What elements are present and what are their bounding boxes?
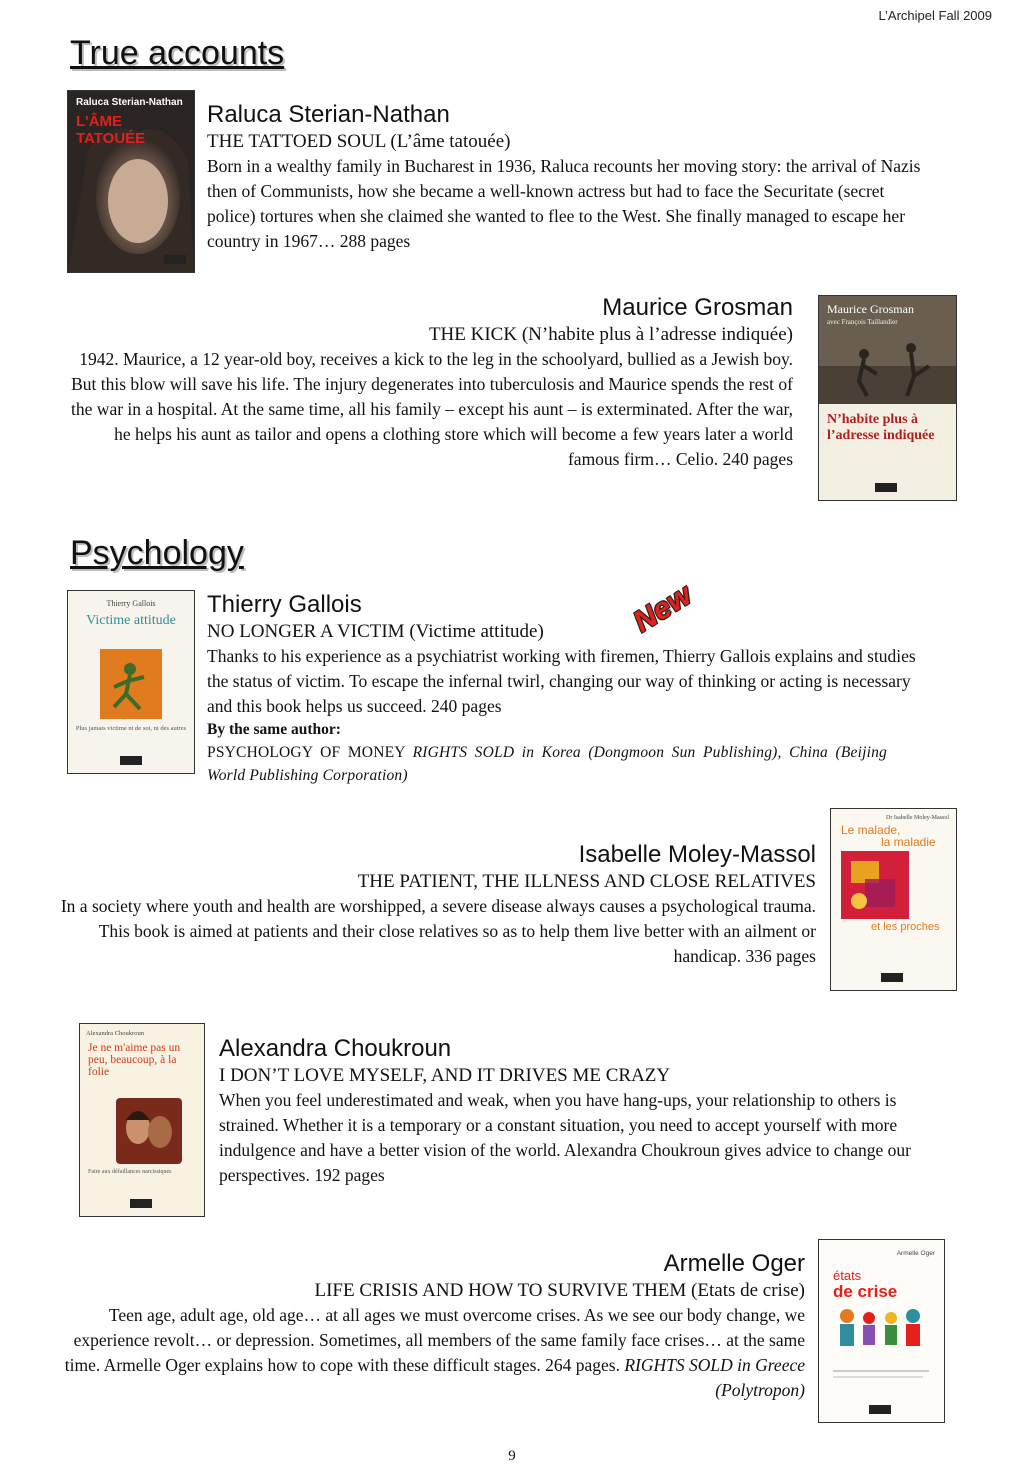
cover-author-maurice: Maurice Grosman xyxy=(827,302,914,316)
cover-author-isabelle: Dr Isabelle Moley-Massol xyxy=(886,815,949,821)
same-author-title: PSYCHOLOGY OF MONEY xyxy=(207,744,406,761)
publisher-logo xyxy=(120,756,142,765)
book-description: In a society where youth and health are worshipped, a severe disease always causes a psychological trauma. This book is aimed at patients and their close relatives so as to help them live better with an ailment or handicap. 336 pages xyxy=(60,896,816,966)
author-name: Thierry Gallois xyxy=(207,591,362,618)
author-name: Isabelle Moley-Massol xyxy=(578,841,816,868)
entry-maurice xyxy=(60,293,793,472)
entry-raluca xyxy=(207,100,937,254)
cover-title-isabelle-3: et les proches xyxy=(871,921,940,933)
book-title: LIFE CRISIS AND HOW TO SURVIVE THEM (Etats de crise) xyxy=(314,1280,805,1301)
entry-thierry xyxy=(207,590,927,787)
book-description-text: Teen age, adult age, old age… at all ages we must overcome crises. As we see our body change, we experience revolt… or depression. Sometimes, all members of the same family face crises… at the same time. Armelle Oger explains how to cope with these difficult stages. 264 pages. xyxy=(64,1305,805,1375)
cover-author-raluca: Raluca Sterian-Nathan xyxy=(76,97,183,108)
family-figures-icon xyxy=(835,1306,925,1358)
book-cover-thierry xyxy=(67,590,195,774)
book-cover-maurice xyxy=(818,295,957,501)
entry-armelle xyxy=(60,1249,805,1403)
cover-title-armelle-1: états xyxy=(833,1268,862,1283)
cover-illustration-isabelle xyxy=(841,851,909,919)
cover-title-maurice: N’habite plus à l’adresse indiquée xyxy=(827,412,935,443)
cover-author-thierry: Thierry Gallois xyxy=(106,599,156,608)
publisher-logo xyxy=(164,255,186,264)
abstract-shapes-icon xyxy=(841,851,909,919)
book-cover-isabelle xyxy=(830,808,957,991)
book-description: Born in a wealthy family in Bucharest in 1936, Raluca recounts her moving story: the arrival of Nazis then of Communists, how she became a well-known actress but had to face the Securitate (secret police) tortures when she claimed she wanted to flee to the West. She finally managed to escape her country in 1967… 288 pages xyxy=(207,156,921,251)
cover-sub-maurice: avec François Taillandier xyxy=(827,318,898,326)
author-name: Alexandra Choukroun xyxy=(219,1035,452,1062)
book-title: THE KICK (N’habite plus à l’adresse indiquée) xyxy=(428,324,793,345)
book-title: I DON’T LOVE MYSELF, AND IT DRIVES ME CRAZY xyxy=(219,1065,671,1086)
book-title: THE PATIENT, THE ILLNESS AND CLOSE RELATIVES xyxy=(357,871,816,892)
author-name: Raluca Sterian-Nathan xyxy=(207,101,450,128)
rights-sold: RIGHTS SOLD in Korea (Dongmoon Sun Publishing), China (Beijing World Publishing Corporation) xyxy=(207,744,888,784)
cover-author-alexandra: Alexandra Choukroun xyxy=(86,1030,144,1037)
book-cover-raluca xyxy=(67,90,195,273)
section-title-true-accounts: True accounts xyxy=(70,34,285,72)
author-name: Maurice Grosman xyxy=(602,294,793,321)
new-badge: New xyxy=(627,578,698,639)
cover-divider xyxy=(833,1370,929,1372)
running-figure-icon xyxy=(100,649,162,719)
book-description: 1942. Maurice, a 12 year-old boy, receives a kick to the leg in the schoolyard, bullied as a Jewish boy. But this blow will save his life. The injury degenerates into tuberculosis and Maurice spends the rest of the war in a hospital. At the same time, all his family – except his aunt – is exterminated. After the war, he helps his aunt as tailor and opens a clothing store which will become a few years later a world famous firm… Celio. 240 pages xyxy=(71,349,793,469)
book-description: When you feel underestimated and weak, when you have hang-ups, your relationship to others is strained. Whether it is a temporary or a constant situation, you need to accept yourself with more indulgence and have a better vision of the world. Alexandra Choukroun gives advice to change our perspectives. 192 pages xyxy=(219,1090,912,1185)
book-title: THE TATTOED SOUL (L’âme tatouée) xyxy=(207,131,511,152)
cover-title-isabelle-2: la maladie xyxy=(881,835,936,849)
same-author-line xyxy=(207,741,887,787)
faces-icon xyxy=(116,1098,182,1164)
author-name: Armelle Oger xyxy=(663,1250,805,1277)
cover-illustration-thierry xyxy=(100,649,162,719)
section-title-psychology: Psychology xyxy=(70,534,244,572)
cover-sub-alexandra: Faire aux défaillances narcissiques xyxy=(88,1169,172,1175)
book-title: NO LONGER A VICTIM (Victime attitude) xyxy=(207,621,544,642)
cover-title-thierry: Victime attitude xyxy=(86,613,176,628)
publisher-logo xyxy=(869,1405,891,1414)
cover-title-isabelle-1: Le malade, xyxy=(841,823,901,837)
cover-author-armelle: Armelle Oger xyxy=(896,1250,935,1257)
book-cover-alexandra xyxy=(79,1023,205,1217)
publisher-logo xyxy=(875,483,897,492)
cover-illustration-alexandra xyxy=(116,1098,182,1164)
cover-title-alexandra: Je ne m'aime pas un peu, beaucoup, à la folie xyxy=(88,1042,181,1078)
cover-sub-thierry: Plus jamais victime ni de soi, ni des autres xyxy=(75,725,187,732)
entry-isabelle xyxy=(60,840,816,969)
cover-title-armelle-2: de crise xyxy=(833,1282,898,1301)
entry-alexandra xyxy=(219,1034,941,1188)
rights-sold: RIGHTS SOLD in Greece (Polytropon) xyxy=(624,1355,805,1400)
same-author-label: By the same author: xyxy=(207,721,341,738)
cover-title-raluca: L'ÂME TATOUÉE xyxy=(76,113,146,147)
publisher-logo xyxy=(881,973,903,982)
page-number: 9 xyxy=(508,1448,516,1464)
book-description xyxy=(60,1303,805,1403)
cover-divider xyxy=(833,1376,923,1378)
book-cover-armelle xyxy=(818,1239,945,1423)
publisher-logo xyxy=(130,1199,152,1208)
header-note: L’Archipel Fall 2009 xyxy=(878,8,992,23)
book-description: Thanks to his experience as a psychiatrist working with firemen, Thierry Gallois explains and studies the status of victim. To escape the infernal twirl, changing our way of thinking or acting is necessary and this book helps us succeed. 240 pages xyxy=(207,646,916,716)
